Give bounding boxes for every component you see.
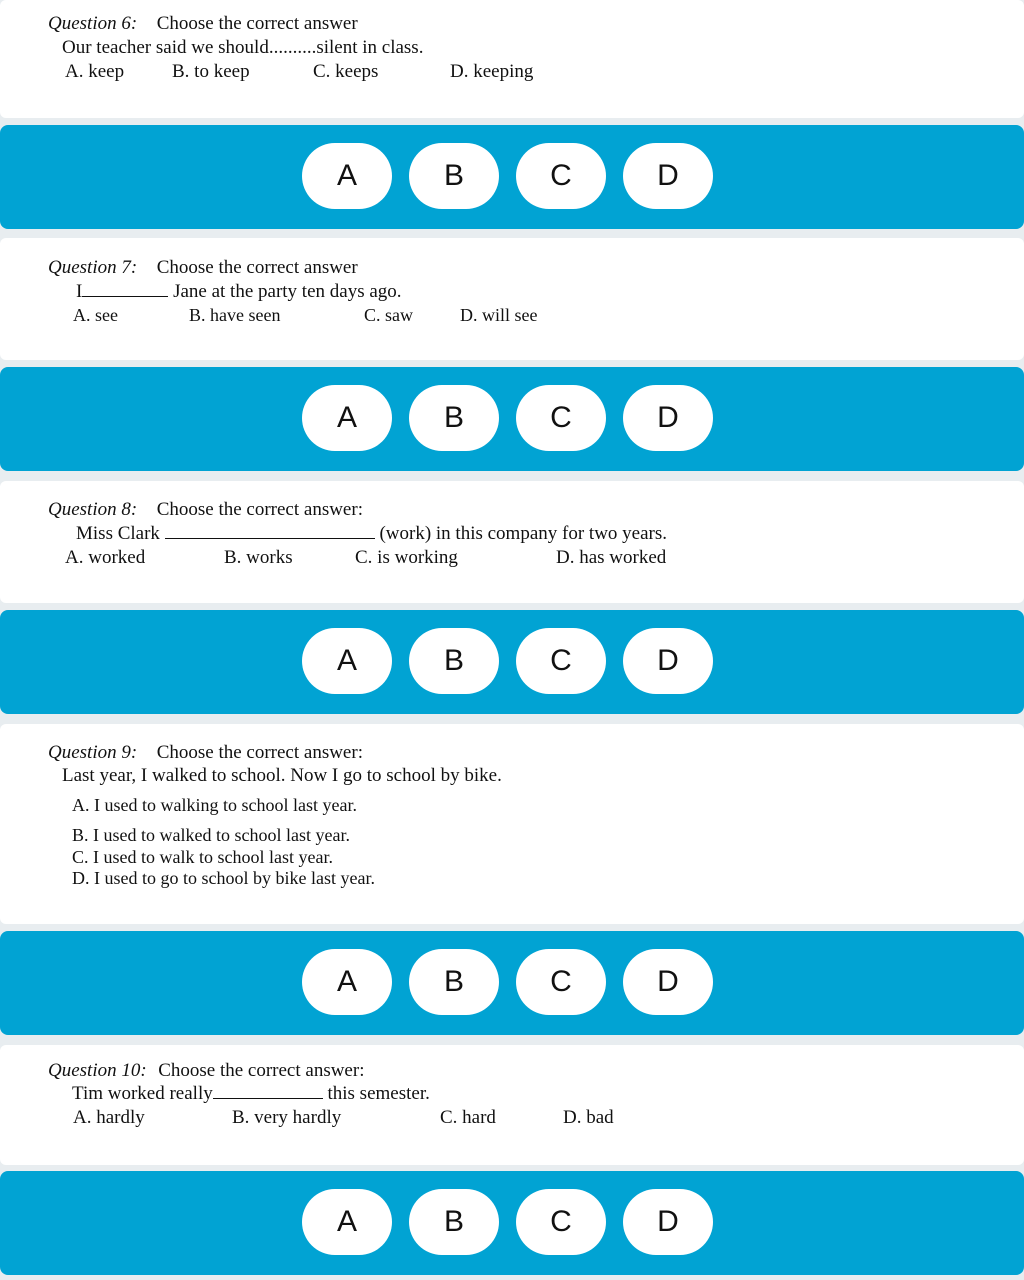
question-card xyxy=(0,481,1024,603)
stem-suffix: Jane at the party ten days ago. xyxy=(173,281,402,302)
option-b: B. I used to walked to school last year. xyxy=(72,825,350,845)
option-a: A. hardly xyxy=(73,1107,145,1128)
answer-button-d[interactable]: D xyxy=(623,385,713,451)
option-c: C. I used to walk to school last year. xyxy=(72,847,333,867)
question-instruction: Choose the correct answer: xyxy=(158,1060,365,1081)
option-b: B. very hardly xyxy=(232,1107,342,1128)
question-card xyxy=(0,238,1024,360)
answer-button-a[interactable]: A xyxy=(302,1189,392,1255)
question-stem xyxy=(76,281,402,303)
option-c: C. saw xyxy=(364,305,413,325)
answer-button-c[interactable]: C xyxy=(516,1189,606,1255)
answer-button-c[interactable]: C xyxy=(516,949,606,1015)
question-instruction: Choose the correct answer xyxy=(156,13,358,34)
answer-bar xyxy=(0,610,1024,714)
answer-blank xyxy=(165,537,375,539)
question-header xyxy=(48,13,358,35)
stem-prefix: I xyxy=(76,281,83,302)
option-d: D. has worked xyxy=(556,547,667,568)
option-c: C. is working xyxy=(355,547,458,568)
stem-suffix: this semester. xyxy=(327,1083,430,1104)
question-label: Question 8: xyxy=(48,499,138,520)
option-a: A. worked xyxy=(65,547,146,568)
option-b: B. have seen xyxy=(189,305,281,325)
answer-button-a[interactable]: A xyxy=(302,143,392,209)
answer-button-b[interactable]: B xyxy=(409,628,499,694)
option-a: A. I used to walking to school last year. xyxy=(72,795,357,815)
answer-button-b[interactable]: B xyxy=(409,143,499,209)
question-label: Question 6: xyxy=(48,13,138,34)
question-label: Question 9: xyxy=(48,742,138,763)
question-instruction: Choose the correct answer: xyxy=(156,742,363,763)
option-a: A. see xyxy=(73,305,118,325)
option-b: B. works xyxy=(224,547,293,568)
answer-button-b[interactable]: B xyxy=(409,1189,499,1255)
question-card xyxy=(0,1045,1024,1165)
answer-bar xyxy=(0,367,1024,471)
answer-button-a[interactable]: A xyxy=(302,628,392,694)
option-c: C. keeps xyxy=(313,61,379,82)
question-label: Question 7: xyxy=(48,257,138,278)
question-label: Question 10: xyxy=(48,1060,147,1081)
answer-button-a[interactable]: A xyxy=(302,385,392,451)
question-stem xyxy=(76,523,667,545)
question-stem: Last year, I walked to school. Now I go to school by bike. xyxy=(62,765,502,786)
answer-blank xyxy=(213,1097,323,1099)
question-card xyxy=(0,0,1024,118)
answer-button-c[interactable]: C xyxy=(516,143,606,209)
option-d: D. keeping xyxy=(450,61,534,82)
question-card xyxy=(0,724,1024,924)
option-b: B. to keep xyxy=(172,61,250,82)
question-instruction: Choose the correct answer: xyxy=(156,499,363,520)
answer-blank xyxy=(82,295,168,297)
question-header xyxy=(48,742,363,764)
option-a: A. keep xyxy=(65,61,125,82)
question-header xyxy=(48,499,363,521)
stem-prefix: Tim worked really xyxy=(72,1083,213,1104)
answer-button-c[interactable]: C xyxy=(516,385,606,451)
answer-button-d[interactable]: D xyxy=(623,949,713,1015)
answer-button-d[interactable]: D xyxy=(623,1189,713,1255)
option-d: D. bad xyxy=(563,1107,614,1128)
question-header xyxy=(48,1060,364,1082)
question-header xyxy=(48,257,358,279)
answer-button-c[interactable]: C xyxy=(516,628,606,694)
stem-suffix: (work) in this company for two years. xyxy=(379,523,668,544)
answer-bar xyxy=(0,1171,1024,1275)
stem-prefix: Miss Clark xyxy=(76,523,160,544)
option-d: D. I used to go to school by bike last year. xyxy=(72,868,375,888)
answer-bar xyxy=(0,931,1024,1035)
answer-button-d[interactable]: D xyxy=(623,628,713,694)
option-d: D. will see xyxy=(460,305,538,325)
answer-button-b[interactable]: B xyxy=(409,385,499,451)
answer-bar xyxy=(0,125,1024,229)
answer-button-d[interactable]: D xyxy=(623,143,713,209)
question-instruction: Choose the correct answer xyxy=(156,257,358,278)
option-c: C. hard xyxy=(440,1107,496,1128)
answer-button-a[interactable]: A xyxy=(302,949,392,1015)
question-stem: Our teacher said we should..........silent in class. xyxy=(62,37,424,58)
answer-button-b[interactable]: B xyxy=(409,949,499,1015)
question-stem xyxy=(72,1083,430,1105)
